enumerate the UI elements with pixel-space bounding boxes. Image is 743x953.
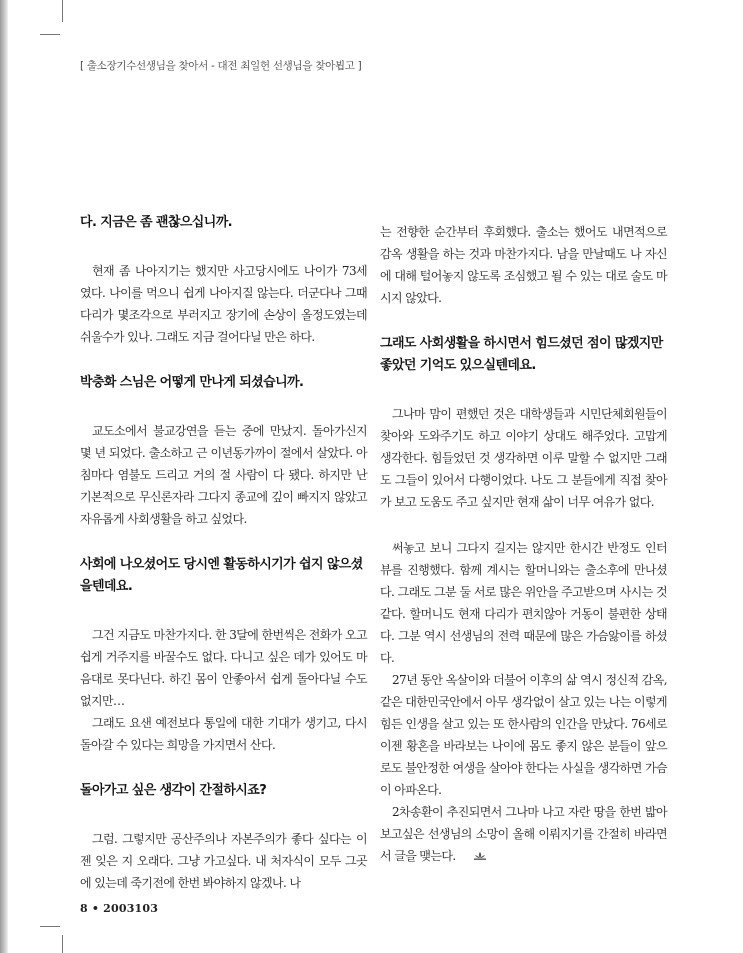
question-heading: 다. 지금은 좀 괜찮으십니까. xyxy=(80,215,232,230)
answer-paragraph: 그래도 요샌 예전보다 통일에 대한 기대가 생기고, 다시 돌아갈 수 있다는 희망을 가지면서 산다. xyxy=(80,716,367,752)
answer-paragraph-continued: 는 전향한 순간부터 후회했다. 출소는 했어도 내면적으로 감옥 생활을 하는 것과 마찬가지다. 남을 만날때도 나 자신에 대해 털어놓지 않도록 조심했고 될 수 있는 대로 술도 마시지 않았다. xyxy=(380,225,667,305)
question-heading: 그래도 사회생활을 하시면서 힘드셨던 점이 많겠지만 좋았던 기억도 있으실텐데요. xyxy=(380,336,663,373)
answer-paragraph: 그나마 맘이 편했던 것은 대학생들과 시민단체회원들이 찾아와 도와주기도 하고 이야기 상대도 해주었다. 고맙게 생각한다. 힘들었던 것 생각하면 이루 말할 수 없지만 그래도 그들이 있어서 다행이었다. 나도 그 분들에게 직접 찾아가 보고 도움도 주고 싶지만 현재 삶이 너무 여유가 없다. xyxy=(380,407,667,509)
question-heading: 돌아가고 싶은 생각이 간절하시죠? xyxy=(80,783,267,798)
answer-paragraph: 현재 좀 나아지기는 했지만 사고당시에도 나이가 73세였다. 나이를 먹으니 쉽게 나아지질 않는다. 더군다나 그때 다리가 몇조각으로 부러지고 장기에 손상이 올정도였는데 쉬울수가 있나. 그래도 지금 걸어다닐 만은 하다. xyxy=(80,264,367,344)
question-heading: 사회에 나오셨어도 당시엔 활동하시기가 쉽지 않으셨을텐데요. xyxy=(80,557,363,594)
lotus-end-mark-icon xyxy=(460,846,488,868)
crop-mark xyxy=(62,0,63,22)
page-spine-shadow xyxy=(0,0,8,953)
answer-paragraph: 그럼. 그렇지만 공산주의나 자본주의가 좋다 싶다는 이젠 잊은 지 오래다. 그냥 가고싶다. 내 처자식이 모두 그곳에 있는데 죽기전에 한번 봐야하지 않겠나. 나 xyxy=(80,832,367,890)
closing-paragraph: 써놓고 보니 그다지 길지는 않지만 한시간 반정도 인터뷰를 진행했다. 함께 계시는 할머니와는 출소후에 만나셨다. 그래도 그분 둘 서로 많은 위안을 주고받으며 사시는 것 같다. 할머니도 현재 다리가 편치않아 거동이 불편한 상태다. 그분 역시 선생님의 전력 때문에 많은 가슴앓이를 하셨다. xyxy=(380,541,667,665)
running-header: [ 출소장기수선생님을 찾아서 - 대전 최일헌 선생님을 찾아뵙고 ] xyxy=(80,60,362,72)
answer-paragraph: 교도소에서 불교강연을 듣는 중에 만났지. 돌아가신지 몇 년 되었다. 출소하고 근 이년동가까이 절에서 살았다. 아침마다 염불도 드리고 거의 절 사람이 다 됐다. 하지만 난 기본적으로 무신론자라 그다지 종교에 깊이 빠지지 않았고 자유롭게 사회생활을 하고 싶었다. xyxy=(80,424,367,526)
closing-paragraph xyxy=(380,801,667,868)
crop-mark xyxy=(40,34,60,35)
crop-mark xyxy=(40,926,60,927)
right-column xyxy=(380,221,667,868)
answer-paragraph: 그건 지금도 마찬가지다. 한 3달에 한번씩은 전화가 오고 쉽게 거주지를 바꿀수도 없다. 다니고 싶은 데가 있어도 마음대로 못다닌다. 하긴 몸이 안좋아서 쉽게 돌아다닐 수도없지만… xyxy=(80,628,367,708)
question-heading: 박충화 스님은 어떻게 만나게 되셨습니까. xyxy=(80,375,304,390)
closing-paragraph-text: 2차송환이 추진되면서 그나마 나고 자란 땅을 한번 밟아보고싶은 선생님의 소망이 올해 이뤄지기를 간절히 바라면서 글을 맺는다. xyxy=(380,805,667,863)
closing-paragraph: 27년 동안 옥살이와 더불어 이후의 삶 역시 정신적 감옥, 같은 대한민국안에서 아무 생각없이 살고 있는 나는 이렇게 힘든 인생을 살고 있는 또 한사람의 인간을 만났다. 76세로 이젠 황혼을 바라보는 나이에 몸도 좋지 않은 분들이 앞으로도 불안정한 여생을 살아야 한다는 사실을 생각하면 가슴이 아파온다. xyxy=(380,673,667,797)
crop-mark xyxy=(62,935,63,953)
left-column xyxy=(80,212,367,894)
page-folio: 8 • 2003103 xyxy=(80,902,159,915)
